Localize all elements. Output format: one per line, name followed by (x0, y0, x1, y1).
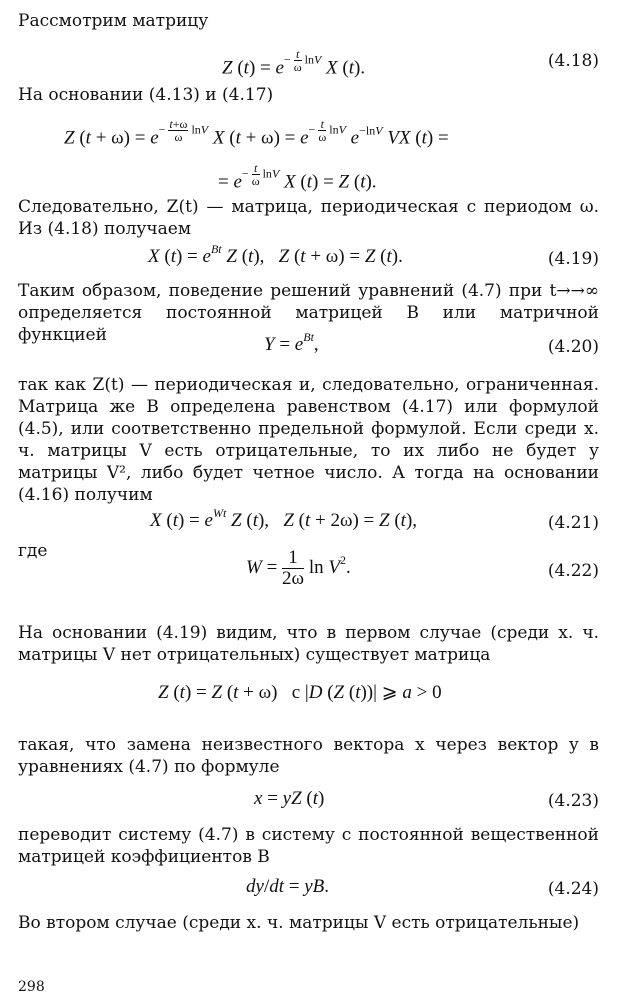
formula-4-18: Z (t) = e− $\frac{t}{\omega}$ lnV X (t). (222, 47, 366, 79)
formula-4-24: dy/dt = yB. (246, 876, 330, 897)
paragraph-3: Следовательно, Z(t) — матрица, периодическая с периодом ω. Из (4.18) получаем (18, 197, 599, 239)
formula-z-shift: Z (t + ω) = e− $\frac{t+\omega}{\omega}$ lnV X (t + ω) = e− $\frac{t}{\omega}$ lnV $e^{-lnV}$ VX (t) = (64, 117, 449, 149)
equation-4-24 (18, 872, 599, 912)
formula-4-22: W = $\frac{1}{2\omega}$ $\ln V^2$. (246, 547, 351, 589)
paragraph-2: На основании (4.13) и (4.17) (18, 85, 274, 105)
formula-4-23: x = yZ (t) (254, 788, 325, 809)
formula-z-condition: Z (t) = Z (t + ω) с |D (Z (t))| ⩾ a > 0 (158, 682, 442, 703)
equation-number: (4.19) (547, 249, 599, 269)
equation-z-period (18, 108, 599, 196)
paragraph-1: Рассмотрим матрицу (18, 11, 209, 31)
equation-number: (4.18) (547, 51, 599, 71)
paragraph-5: так как Z(t) — периодическая и, следовательно, ограниченная. Матрица же B определена равенством (4.17) или формулой (4.5), или соответственно предельной формулой. Если среди х. ч. матрицы V есть отрицательные, то их либо не будет у матрицы V², либо будет четное число. А тогда на основании (4.16) получим (18, 375, 599, 505)
equation-number: (4.22) (547, 561, 599, 581)
equation-4-23 (18, 782, 599, 824)
paragraph-8: такая, что замена неизвестного вектора x через вектор y в уравнениях (4.7) по формуле (18, 735, 599, 777)
equation-4-18 (18, 40, 599, 84)
equation-4-20 (18, 332, 599, 374)
equation-number: (4.20) (547, 337, 599, 357)
equation-4-19 (18, 240, 599, 280)
paragraph-4: Таким образом, поведение решений уравнений (4.7) при t→→∞ определяется постоянной матрицей B или матричной функцией (18, 281, 599, 345)
equation-number: (4.23) (547, 791, 599, 811)
equation-number: (4.21) (547, 513, 599, 533)
formula-4-19: X $(t) = e^{Bt}$ Z (t), Z (t + ω) = Z (t). (148, 242, 403, 267)
equation-z-condition (18, 682, 599, 734)
paragraph-7: На основании (4.19) видим, что в первом случае (среди х. ч. матрицы V нет отрицательных) существует матрица (18, 623, 599, 665)
paragraph-9: переводит систему (4.7) в систему с постоянной вещественной матрицей коэффициентов B (18, 825, 599, 867)
equation-4-21 (18, 506, 599, 540)
formula-4-20: $Y = e^{Bt}$, (264, 330, 319, 355)
equation-number: (4.24) (547, 879, 599, 899)
paragraph-6: где (18, 541, 48, 561)
formula-4-21: X $(t) = e^{Wt}$ Z (t), Z (t + 2ω) = Z (t), (150, 506, 418, 531)
formula-z-result: = e− $\frac{t}{\omega}$ lnV X (t) = Z (t). (218, 161, 377, 193)
page-number: 298 (18, 979, 45, 995)
paragraph-10: Во втором случае (среди х. ч. матрицы V есть отрицательные) (18, 913, 580, 933)
